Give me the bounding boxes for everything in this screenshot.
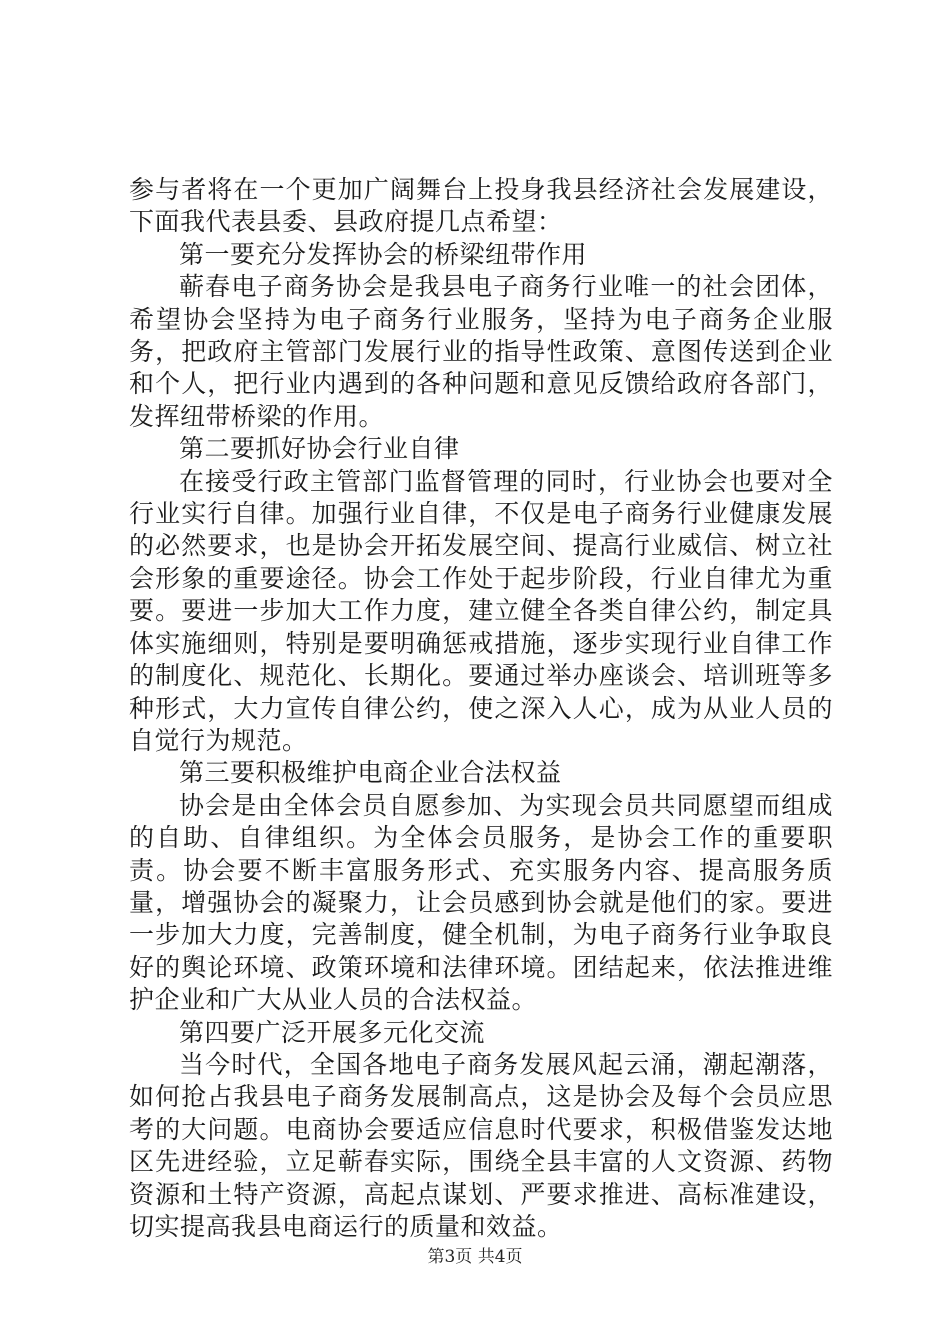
- document-body: [129, 174, 833, 1243]
- paragraph-section-2: 在接受行政主管部门监督管理的同时，行业协会也要对全行业实行自律。加强行业自律，不仅是电子商务行业健康发展的必然要求，也是协会开拓发展空间、提高行业威信、树立社会形象的重要途径。协会工作处于起步阶段，行业自律尤为重要。要进一步加大工作力度，建立健全各类自律公约，制定具体实施细则，特别是要明确惩戒措施，逐步实现行业自律工作的制度化、规范化、长期化。要通过举办座谈会、培训班等多种形式，大力宣传自律公约，使之深入人心，成为从业人员的自觉行为规范。: [129, 466, 833, 755]
- paragraph-section-1: 蕲春电子商务协会是我县电子商务行业唯一的社会团体，希望协会坚持为电子商务行业服务，坚持为电子商务企业服务，把政府主管部门发展行业的指导性政策、意图传送到企业和个人，把行业内遇到的各种问题和意见反馈给政府各部门，发挥纽带桥梁的作用。: [129, 272, 833, 431]
- section-heading-4: 第四要广泛开展多元化交流: [179, 1017, 486, 1047]
- paragraph-section-3: 协会是由全体会员自愿参加、为实现会员共同愿望而组成的自助、自律组织。为全体会员服务，是协会工作的重要职责。协会要不断丰富服务形式、充实服务内容、提高服务质量，增强协会的凝聚力，让会员感到协会就是他们的家。要进一步加大力度，完善制度，健全机制，为电子商务行业争取良好的舆论环境、政策环境和法律环境。团结起来，依法推进维护企业和广大从业人员的合法权益。: [129, 790, 833, 1015]
- page-number-footer: 第3页 共4页: [427, 1247, 523, 1267]
- section-heading-3: 第三要积极维护电商企业合法权益: [179, 758, 562, 788]
- paragraph-section-4: 当今时代，全国各地电子商务发展风起云涌，潮起潮落，如何抢占我县电子商务发展制高点，这是协会及每个会员应思考的大问题。电商协会要适应信息时代要求，积极借鉴发达地区先进经验，立足蕲春实际，围绕全县丰富的人文资源、药物资源和土特产资源，高起点谋划、严要求推进、高标准建设，切实提高我县电商运行的质量和效益。: [129, 1049, 833, 1241]
- section-heading-1: 第一要充分发挥协会的桥梁纽带作用: [179, 239, 588, 269]
- paragraph-intro: 参与者将在一个更加广阔舞台上投身我县经济社会发展建设，下面我代表县委、县政府提几点希望：: [129, 175, 833, 237]
- section-heading-2: 第二要抓好协会行业自律: [179, 434, 460, 464]
